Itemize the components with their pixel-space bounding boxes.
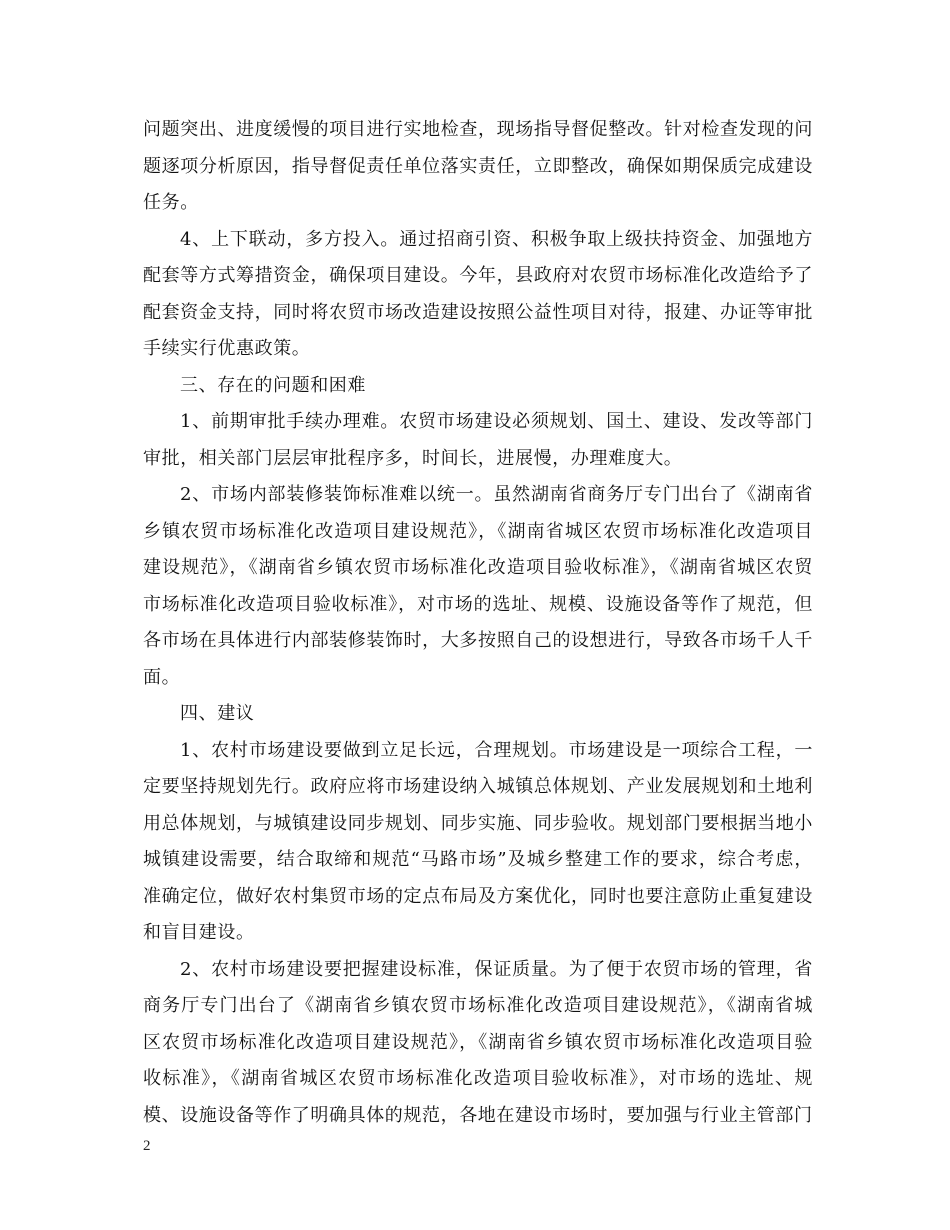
paragraph-suggestion-1: 1、农村市场建设要做到立足长远，合理规划。市场建设是一项综合工程，一定要坚持规划先行。政府应将市场建设纳入城镇总体规划、产业发展规划和土地利用总体规划，与城镇建设同步规划、同步实施、同步验收。规划部门要根据当地小城镇建设需要，结合取缔和规范“马路市场”及城乡整建工作的要求，综合考虑，准确定位，做好农村集贸市场的定点布局及方案优化，同时也要注意防止重复建设和盲目建设。 <box>143 739 813 943</box>
section-heading-problems: 三、存在的问题和困难 <box>180 374 366 396</box>
page-number: 2 <box>143 1138 151 1154</box>
paragraph-item-4: 4、上下联动，多方投入。通过招商引资、积极争取上级扶持资金、加强地方配套等方式筹措资金，确保项目建设。今年，县政府对农贸市场标准化改造给予了配套资金支持，同时将农贸市场改造建设按照公益性项目对待，报建、办证等审批手续实行优惠政策。 <box>143 228 813 359</box>
paragraph-suggestion-2: 2、农村市场建设要把握建设标准，保证质量。为了便于农贸市场的管理，省商务厅专门出台了《湖南省乡镇农贸市场标准化改造项目建设规范》，《湖南省城区农贸市场标准化改造项目建设规范》，《湖南省乡镇农贸市场标准化改造项目验收标准》，《湖南省城区农贸市场标准化改造项目验收标准》，对市场的选址、规模、设施设备等作了明确具体的规范，各地在建设市场时，要加强与行业主管部门 <box>143 958 813 1126</box>
paragraph-problem-2: 2、市场内部装修装饰标准难以统一。虽然湖南省商务厅专门出台了《湖南省乡镇农贸市场标准化改造项目建设规范》，《湖南省城区农贸市场标准化改造项目建设规范》，《湖南省乡镇农贸市场标准化改造项目验收标准》，《湖南省城区农贸市场标准化改造项目验收标准》，对市场的选址、规模、设施设备等作了规范，但各市场在具体进行内部装修装饰时，大多按照自己的设想进行，导致各市场千人千面。 <box>143 484 813 688</box>
paragraph-continuation: 问题突出、进度缓慢的项目进行实地检查，现场指导督促整改。针对检查发现的问题逐项分析原因，指导督促责任单位落实责任，立即整改，确保如期保质完成建设任务。 <box>143 119 813 213</box>
document-body <box>143 112 813 1134</box>
section-heading-suggestions: 四、建议 <box>180 703 255 724</box>
paragraph-problem-1: 1、前期审批手续办理难。农贸市场建设必须规划、国土、建设、发改等部门审批，相关部门层层审批程序多，时间长，进展慢，办理难度大。 <box>143 411 813 469</box>
